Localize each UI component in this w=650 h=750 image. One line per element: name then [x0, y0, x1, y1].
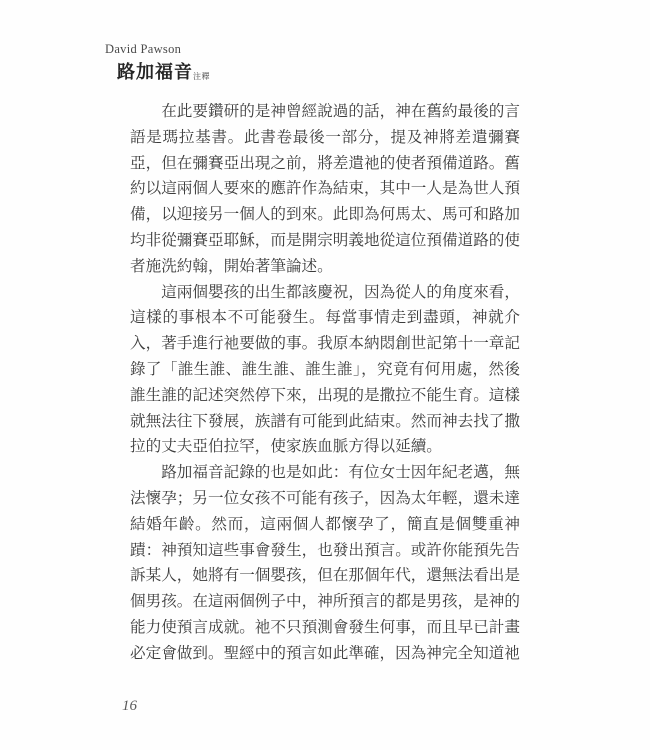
author-name: David Pawson	[105, 42, 182, 56]
book-title: 路加福音	[117, 62, 193, 83]
title-row	[117, 58, 210, 84]
body-paragraph: 在此要鑽研的是神曾經說過的話，神在舊約最後的言語是瑪拉基書。此書卷最後一部分，提及神將差遣彌賽亞，但在彌賽亞出現之前，將差遣祂的使者預備道路。舊約以這兩個人要來的應許作為結束，其中一人是為世人預備，以迎接另一個人的到來。此即為何馬太、馬可和路加均非從彌賽亞耶穌，而是開宗明義地從這位預備道路的使者施洗約翰，開始著筆論述。	[130, 102, 520, 275]
page-header	[105, 42, 210, 84]
body-paragraph: 這兩個嬰孩的出生都該慶祝，因為從人的角度來看，這樣的事根本不可能發生。每當事情走到盡頭，神就介入，著手進行祂要做的事。我原本納悶創世記第十一章記錄了「誰生誰、誰生誰、誰生誰」，究竟有何用處，然後誰生誰的記述突然停下來，出現的是撒拉不能生育。這樣就無法往下發展，族譜有可能到此結束。然而神去找了撒拉的丈夫亞伯拉罕，使家族血脈方得以延續。	[130, 282, 520, 456]
body-text-block	[130, 99, 520, 667]
page-number: 16	[122, 698, 137, 714]
body-paragraph: 路加福音記錄的也是如此：有位女士因年紀老邁，無法懷孕；另一位女孩不可能有孩子，因為太年輕，還未達結婚年齡。然而，這兩個人都懷孕了，簡直是個雙重神蹟：神預知這些事會發生，也發出預言。或許你能預先告訴某人，她將有一個嬰孩，但在那個年代，還無法看出是個男孩。在這兩個例子中，神所預言的都是男孩，是神的能力使預言成就。祂不只預測會發生何事，而且早已計畫必定會做到。聖經中的預言如此準確，因為神完全知道祂	[130, 463, 520, 662]
book-subtitle: 注釋	[193, 72, 210, 81]
